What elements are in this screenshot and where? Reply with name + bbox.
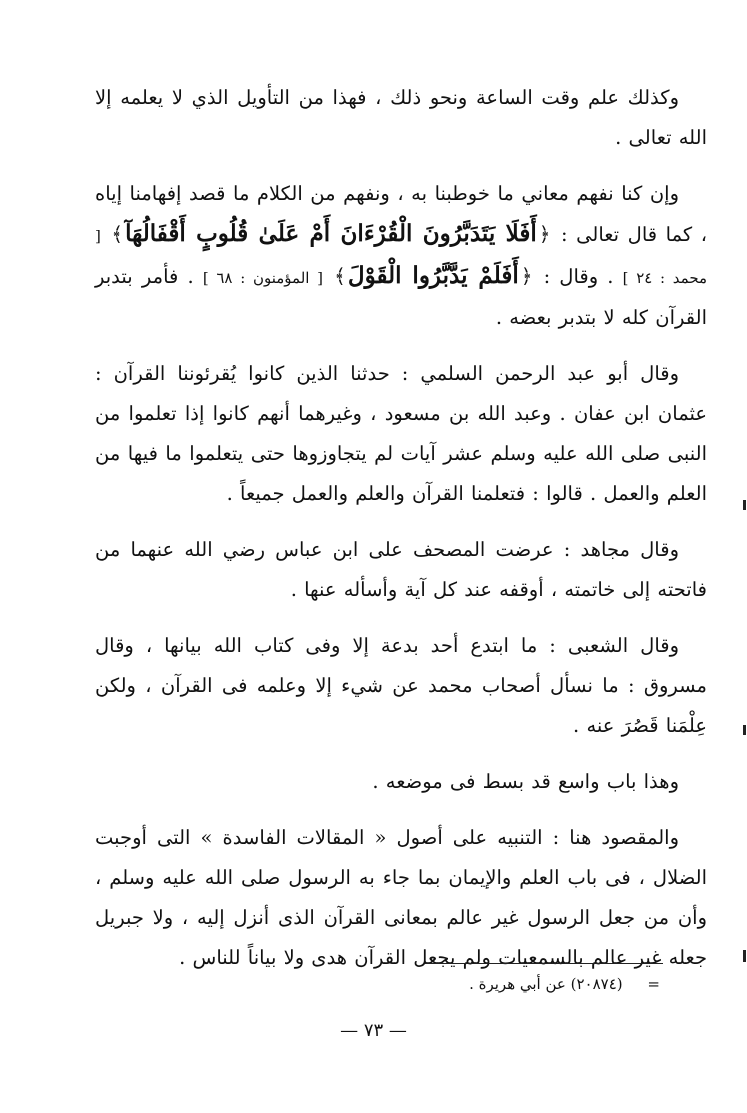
paragraph-4 [95,530,707,610]
page-number: — ٧٣ — [340,1020,407,1041]
quran-close-bracket: ﴾ [111,222,124,246]
paragraph-2-intro: وإن كنا نفهم معاني ما خوطبنا به ، ونفهم من الكلام ما قصد إفهامنا إياه ، كما قال تعالى : [95,182,707,246]
margin-mark-1 [743,500,746,510]
paragraph-2-outro: . فأمر بتدبر القرآن كله لا بتدبر بعضه . [95,265,707,329]
quran-close-bracket: ﴾ [334,264,346,288]
verse-1-reference: [ محمد : ٢٤ ] [95,227,708,287]
margin-mark-3 [743,950,746,962]
footnote-divider [425,963,663,964]
paragraph-1-text: وكذلك علم وقت الساعة ونحو ذلك ، فهذا من التأويل الذي لا يعلمه إلا الله تعالى . [95,86,707,149]
paragraph-4-text: وقال مجاهد : عرضت المصحف على ابن عباس رضي الله عنهما من فاتحته إلى خاتمته ، أوقفه عند كل آية وأسأله عنها . [95,538,707,601]
footnote [300,972,660,996]
paragraph-1 [95,78,707,158]
quran-verse-1: أَفَلَا يَتَدَبَّرُونَ الْقُرْءَانَ أَمْ عَلَىٰ قُلُوبٍ أَقْفَالُهَآ [125,220,537,247]
quran-open-bracket: ﴿ [520,264,533,288]
paragraph-2 [95,174,707,338]
quran-open-bracket: ﴿ [538,222,551,246]
footnote-text: (٢٠٨٧٤) عن أبي هريرة . [469,975,623,993]
verse-2-reference: [ المؤمنون : ٦٨ ] [202,269,323,287]
main-text [95,78,707,994]
paragraph-3 [95,354,707,514]
paragraph-3-text: وقال أبو عبد الرحمن السلمي : حدثنا الذين كانوا يُقرئوننا القرآن : عثمان ابن عفان . وعبد الله بن مسعود ، وغيرهما أنهم كانوا إذا تعلموا من النبى صلى الله عليه وسلم عشر آيات لم يتجاوزوها حتى يتعلموا ما فيها من العلم والعمل . قالوا : فتعلمنا القرآن والعلم والعمل جميعاً . [95,362,707,505]
paragraph-6-text: وهذا باب واسع قد بسط فى موضعه . [372,770,679,793]
footnote-continuation-marker: = [647,975,660,993]
margin-mark-2 [743,725,746,735]
paragraph-5-text: وقال الشعبى : ما ابتدع أحد بدعة إلا وفى كتاب الله بيانها ، وقال مسروق : ما نسأل أصحاب محمد عن شيء إلا وعلمه فى القرآن ، ولكن عِلْمَنا قَصُرَ عنه . [95,634,707,737]
paragraph-7 [95,818,707,978]
paragraph-6 [95,762,707,802]
paragraph-7-text: والمقصود هنا : التنبيه على أصول « المقالات الفاسدة » التى أوجبت الضلال ، فى باب العلم والإيمان بما جاء به الرسول صلى الله عليه وسلم ، وأن من جعل الرسول غير عالم بمعانى القرآن الذى أنزل إليه ، ولا جبريل جعله غير عالم بالسمعيات ولم يجعل القرآن هدى ولا بياناً للناس . [95,826,707,969]
quran-verse-2: أَفَلَمْ يَدَّبَّرُوا الْقَوْلَ [347,262,519,289]
paragraph-2-mid: . وقال : [543,265,614,288]
paragraph-5 [95,626,707,746]
